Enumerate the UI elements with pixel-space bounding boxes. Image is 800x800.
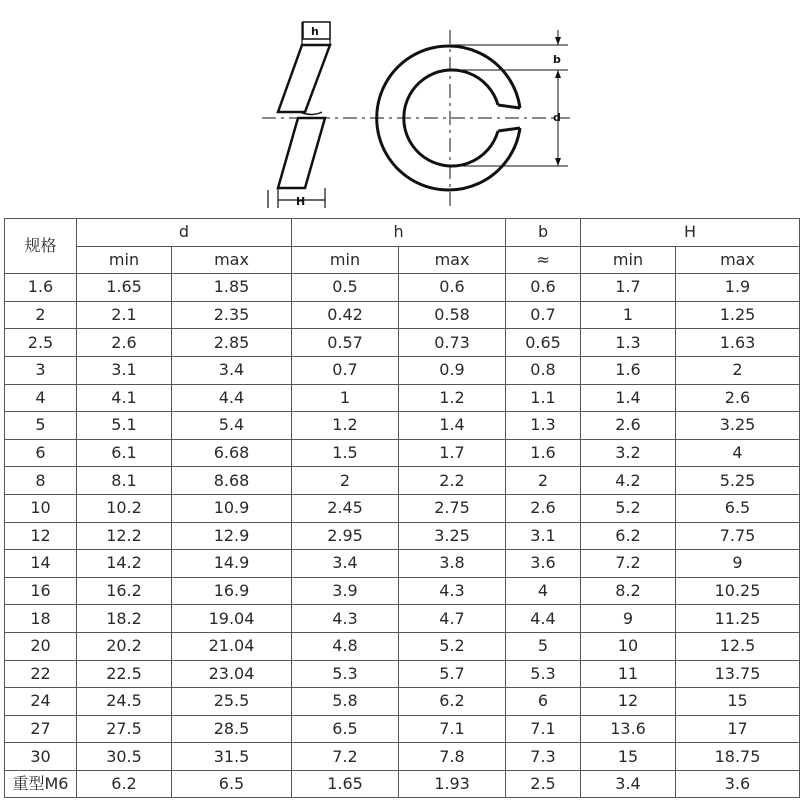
cell-b-approx: 4	[506, 577, 581, 605]
cell-h-max: 2.2	[399, 467, 506, 495]
cell-h-min: 0.42	[292, 301, 399, 329]
table-row	[5, 467, 800, 495]
cell-spec: 30	[5, 743, 77, 771]
cell-d-min: 18.2	[77, 605, 172, 633]
subheader-h-max: max	[399, 246, 506, 274]
cell-h-max: 3.25	[399, 522, 506, 550]
table-row	[5, 439, 800, 467]
cell-h-max: 4.7	[399, 605, 506, 633]
cell-h-max: 1.93	[399, 770, 506, 798]
washer-front-view	[377, 30, 520, 208]
cell-H-max: 1.25	[676, 301, 800, 329]
table-row	[5, 605, 800, 633]
cell-H-min: 12	[581, 688, 676, 716]
cell-spec: 2.5	[5, 329, 77, 357]
cell-h-max: 1.7	[399, 439, 506, 467]
cell-d-min: 3.1	[77, 356, 172, 384]
table-row	[5, 494, 800, 522]
cell-H-max: 7.75	[676, 522, 800, 550]
cell-H-max: 3.6	[676, 770, 800, 798]
cell-h-max: 7.8	[399, 743, 506, 771]
cell-h-min: 0.7	[292, 356, 399, 384]
cell-H-min: 11	[581, 660, 676, 688]
cell-H-max: 1.63	[676, 329, 800, 357]
cell-d-min: 5.1	[77, 412, 172, 440]
table-row	[5, 356, 800, 384]
cell-h-min: 2.95	[292, 522, 399, 550]
table-row	[5, 770, 800, 798]
cell-h-min: 7.2	[292, 743, 399, 771]
cell-d-max: 12.9	[172, 522, 292, 550]
cell-h-min: 1.65	[292, 770, 399, 798]
cell-d-min: 24.5	[77, 688, 172, 716]
cell-H-min: 1.4	[581, 384, 676, 412]
cell-spec: 18	[5, 605, 77, 633]
cell-H-min: 13.6	[581, 715, 676, 743]
header-row-groups	[5, 219, 800, 247]
cell-h-min: 5.3	[292, 660, 399, 688]
cell-h-min: 3.4	[292, 550, 399, 578]
cell-b-approx: 6	[506, 688, 581, 716]
cell-H-max: 15	[676, 688, 800, 716]
table-row	[5, 384, 800, 412]
cell-h-max: 0.9	[399, 356, 506, 384]
cell-d-min: 27.5	[77, 715, 172, 743]
subheader-d-max: max	[172, 246, 292, 274]
cell-b-approx: 7.1	[506, 715, 581, 743]
cell-H-max: 17	[676, 715, 800, 743]
cell-b-approx: 7.3	[506, 743, 581, 771]
cell-d-max: 14.9	[172, 550, 292, 578]
cell-d-max: 19.04	[172, 605, 292, 633]
cell-spec: 2	[5, 301, 77, 329]
cell-H-min: 3.2	[581, 439, 676, 467]
cell-H-max: 12.5	[676, 632, 800, 660]
cell-d-max: 5.4	[172, 412, 292, 440]
header-group-h: h	[292, 219, 506, 247]
cell-b-approx: 2.6	[506, 494, 581, 522]
cell-H-max: 3.25	[676, 412, 800, 440]
cell-h-max: 3.8	[399, 550, 506, 578]
cell-d-max: 25.5	[172, 688, 292, 716]
cell-d-min: 16.2	[77, 577, 172, 605]
table-row	[5, 301, 800, 329]
cell-d-max: 4.4	[172, 384, 292, 412]
cell-h-min: 1.2	[292, 412, 399, 440]
cell-b-approx: 3.1	[506, 522, 581, 550]
cell-H-max: 4	[676, 439, 800, 467]
washer-side-view	[278, 45, 330, 188]
cell-H-max: 2.6	[676, 384, 800, 412]
cell-d-max: 21.04	[172, 632, 292, 660]
cell-b-approx: 1.3	[506, 412, 581, 440]
cell-h-min: 0.57	[292, 329, 399, 357]
table-row	[5, 715, 800, 743]
cell-d-max: 3.4	[172, 356, 292, 384]
cell-d-min: 22.5	[77, 660, 172, 688]
cell-H-min: 8.2	[581, 577, 676, 605]
cell-b-approx: 0.65	[506, 329, 581, 357]
cell-b-approx: 2.5	[506, 770, 581, 798]
cell-H-min: 4.2	[581, 467, 676, 495]
cell-spec: 27	[5, 715, 77, 743]
header-group-d: d	[77, 219, 292, 247]
cell-H-max: 13.75	[676, 660, 800, 688]
table-row	[5, 329, 800, 357]
table-row	[5, 274, 800, 302]
cell-d-max: 8.68	[172, 467, 292, 495]
cell-d-max: 16.9	[172, 577, 292, 605]
cell-H-min: 10	[581, 632, 676, 660]
cell-spec: 重型M6	[5, 770, 77, 798]
cell-H-min: 5.2	[581, 494, 676, 522]
cell-d-max: 2.85	[172, 329, 292, 357]
cell-h-min: 2	[292, 467, 399, 495]
cell-d-min: 8.1	[77, 467, 172, 495]
cell-b-approx: 5	[506, 632, 581, 660]
cell-spec: 14	[5, 550, 77, 578]
cell-h-max: 2.75	[399, 494, 506, 522]
table-row	[5, 522, 800, 550]
header-group-H: H	[581, 219, 800, 247]
cell-h-max: 0.73	[399, 329, 506, 357]
cell-h-max: 5.7	[399, 660, 506, 688]
cell-spec: 24	[5, 688, 77, 716]
cell-h-min: 6.5	[292, 715, 399, 743]
cell-spec: 12	[5, 522, 77, 550]
spec-table-container	[4, 218, 799, 798]
table-row	[5, 577, 800, 605]
cell-b-approx: 3.6	[506, 550, 581, 578]
cell-H-min: 1	[581, 301, 676, 329]
table-body	[5, 274, 800, 798]
cell-b-approx: 1.6	[506, 439, 581, 467]
cell-H-min: 15	[581, 743, 676, 771]
subheader-h-min: min	[292, 246, 399, 274]
cell-H-max: 1.9	[676, 274, 800, 302]
cell-b-approx: 0.6	[506, 274, 581, 302]
cell-H-min: 1.7	[581, 274, 676, 302]
cell-spec: 5	[5, 412, 77, 440]
cell-h-max: 6.2	[399, 688, 506, 716]
table-row	[5, 688, 800, 716]
cell-H-max: 18.75	[676, 743, 800, 771]
dim-label-h: h	[311, 25, 319, 38]
cell-h-min: 1.5	[292, 439, 399, 467]
cell-H-min: 1.3	[581, 329, 676, 357]
cell-d-max: 1.85	[172, 274, 292, 302]
header-spec: 规格	[5, 219, 77, 274]
cell-H-min: 1.6	[581, 356, 676, 384]
cell-h-max: 5.2	[399, 632, 506, 660]
cell-h-max: 1.2	[399, 384, 506, 412]
cell-d-min: 10.2	[77, 494, 172, 522]
cell-H-max: 6.5	[676, 494, 800, 522]
cell-spec: 8	[5, 467, 77, 495]
cell-d-min: 2.1	[77, 301, 172, 329]
cell-H-min: 9	[581, 605, 676, 633]
washer-spec-table	[4, 218, 800, 798]
header-row-sub	[5, 246, 800, 274]
subheader-H-min: min	[581, 246, 676, 274]
header-group-b: b	[506, 219, 581, 247]
cell-b-approx: 0.8	[506, 356, 581, 384]
cell-b-approx: 0.7	[506, 301, 581, 329]
cell-spec: 22	[5, 660, 77, 688]
cell-spec: 1.6	[5, 274, 77, 302]
cell-b-approx: 2	[506, 467, 581, 495]
dim-label-b: b	[553, 53, 561, 66]
cell-b-approx: 4.4	[506, 605, 581, 633]
table-row	[5, 550, 800, 578]
table-row	[5, 660, 800, 688]
cell-H-min: 6.2	[581, 522, 676, 550]
dim-label-H: H	[296, 195, 306, 208]
cell-H-max: 9	[676, 550, 800, 578]
cell-h-min: 4.8	[292, 632, 399, 660]
cell-d-min: 30.5	[77, 743, 172, 771]
cell-h-min: 3.9	[292, 577, 399, 605]
cell-d-max: 2.35	[172, 301, 292, 329]
subheader-d-min: min	[77, 246, 172, 274]
cell-h-max: 7.1	[399, 715, 506, 743]
table-row	[5, 743, 800, 771]
washer-drawing	[0, 0, 800, 210]
table-row	[5, 412, 800, 440]
cell-H-min: 7.2	[581, 550, 676, 578]
cell-d-min: 2.6	[77, 329, 172, 357]
cell-h-max: 0.6	[399, 274, 506, 302]
cell-spec: 4	[5, 384, 77, 412]
cell-d-min: 20.2	[77, 632, 172, 660]
cell-H-min: 2.6	[581, 412, 676, 440]
cell-spec: 10	[5, 494, 77, 522]
cell-h-min: 4.3	[292, 605, 399, 633]
cell-d-min: 14.2	[77, 550, 172, 578]
cell-d-max: 6.68	[172, 439, 292, 467]
cell-d-min: 6.2	[77, 770, 172, 798]
cell-d-max: 31.5	[172, 743, 292, 771]
subheader-H-max: max	[676, 246, 800, 274]
cell-d-max: 10.9	[172, 494, 292, 522]
cell-H-min: 3.4	[581, 770, 676, 798]
cell-spec: 16	[5, 577, 77, 605]
cell-d-min: 1.65	[77, 274, 172, 302]
cell-d-min: 4.1	[77, 384, 172, 412]
cell-H-max: 11.25	[676, 605, 800, 633]
cell-d-max: 28.5	[172, 715, 292, 743]
cell-h-max: 1.4	[399, 412, 506, 440]
cell-d-max: 6.5	[172, 770, 292, 798]
cell-h-max: 4.3	[399, 577, 506, 605]
cell-spec: 20	[5, 632, 77, 660]
cell-spec: 6	[5, 439, 77, 467]
dim-label-d: d	[553, 111, 561, 124]
cell-b-approx: 1.1	[506, 384, 581, 412]
cell-h-max: 0.58	[399, 301, 506, 329]
cell-b-approx: 5.3	[506, 660, 581, 688]
table-row	[5, 632, 800, 660]
cell-d-min: 12.2	[77, 522, 172, 550]
cell-H-max: 2	[676, 356, 800, 384]
cell-H-max: 5.25	[676, 467, 800, 495]
cell-d-max: 23.04	[172, 660, 292, 688]
cell-h-min: 2.45	[292, 494, 399, 522]
cell-spec: 3	[5, 356, 77, 384]
cell-h-min: 0.5	[292, 274, 399, 302]
cell-h-min: 5.8	[292, 688, 399, 716]
cell-d-min: 6.1	[77, 439, 172, 467]
subheader-b-approx: ≈	[506, 246, 581, 274]
cell-h-min: 1	[292, 384, 399, 412]
cell-H-max: 10.25	[676, 577, 800, 605]
